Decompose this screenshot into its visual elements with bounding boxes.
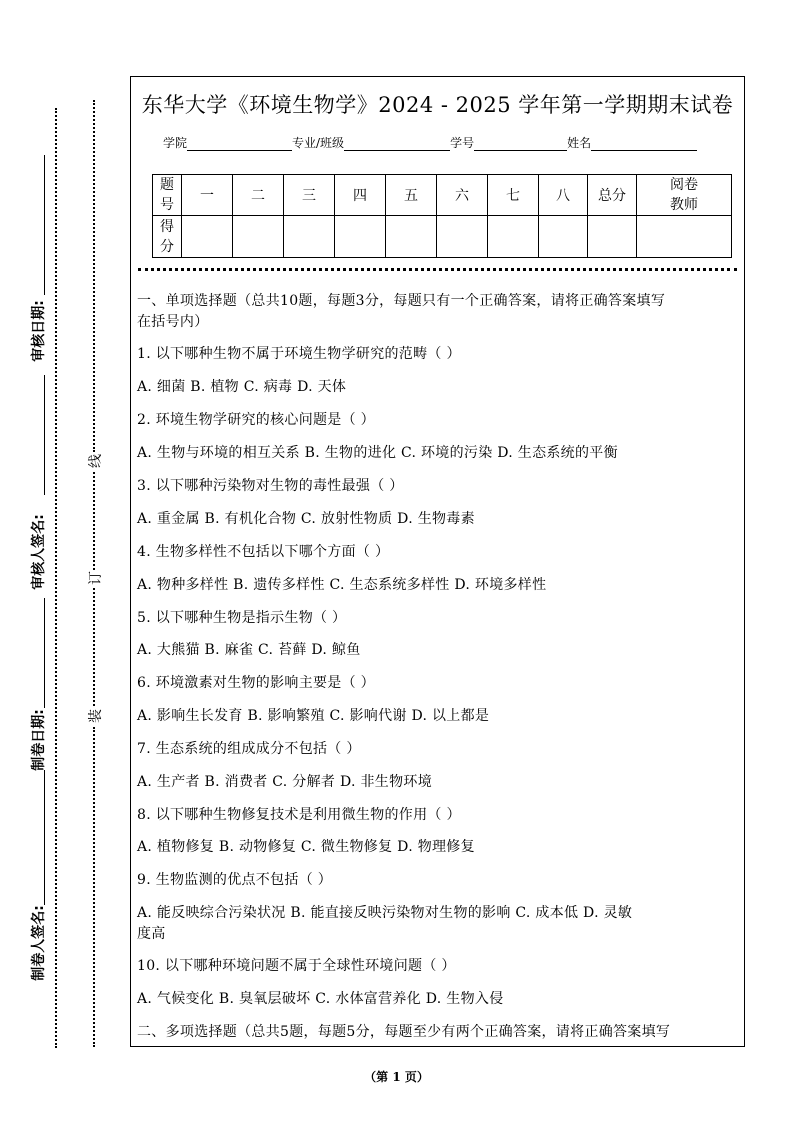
column-header: 六 xyxy=(437,175,488,216)
exam-frame xyxy=(130,76,745,1047)
binding-dotted-line-2 xyxy=(93,472,95,570)
score-cell[interactable] xyxy=(386,216,437,258)
reviewer-signature-label: 审核人签名: xyxy=(31,514,47,590)
review-date-line[interactable] xyxy=(44,155,45,295)
question-4-options: A. 物种多样性 B. 遗传多样性 C. 生态系统多样性 D. 环境多样性 xyxy=(137,577,547,593)
column-header: 二 xyxy=(233,175,284,216)
score-cell[interactable] xyxy=(284,216,335,258)
name-field[interactable] xyxy=(591,138,697,151)
question-8-options: A. 植物修复 B. 动物修复 C. 微生物修复 D. 物理修复 xyxy=(137,839,475,855)
question-2-options: A. 生物与环境的相互关系 B. 生物的进化 C. 环境的污染 D. 生态系统的平衡 xyxy=(137,445,618,461)
question-5: 5. 以下哪种生物是指示生物（ ） xyxy=(137,610,347,626)
question-7-options: A. 生产者 B. 消费者 C. 分解者 D. 非生物环境 xyxy=(137,774,432,790)
major-class-label: 专业/班级 xyxy=(292,136,345,150)
question-5-options: A. 大熊猫 B. 麻雀 C. 苔藓 D. 鲸鱼 xyxy=(137,642,361,658)
score-table xyxy=(152,174,732,258)
exam-maker-signature-label: 制卷人签名: xyxy=(31,905,47,981)
score-row-header: 得 分 xyxy=(153,216,182,258)
section1-heading: 一、单项选择题（总共10题，每题3分，每题只有一个正确答案，请将正确答案填写 在括号内） xyxy=(137,293,666,330)
question-1-options: A. 细菌 B. 植物 C. 病毒 D. 天体 xyxy=(137,379,347,395)
score-cell[interactable] xyxy=(437,216,488,258)
column-header: 五 xyxy=(386,175,437,216)
student-id-field[interactable] xyxy=(474,138,567,151)
section2-heading: 二、多项选择题（总共5题，每题5分，每题至少有两个正确答案，请将正确答案填写 xyxy=(137,1024,671,1040)
question-9: 9. 生物监测的优点不包括（ ） xyxy=(137,872,333,888)
binding-dotted-line-outer xyxy=(55,108,57,1048)
column-header: 三 xyxy=(284,175,335,216)
name-label: 姓名 xyxy=(567,136,592,150)
question-6-options: A. 影响生长发育 B. 影响繁殖 C. 影响代谢 D. 以上都是 xyxy=(137,708,490,724)
binding-dotted-line-1 xyxy=(93,100,95,452)
binding-dotted-line-3 xyxy=(93,588,95,706)
question-6: 6. 环境激素对生物的影响主要是（ ） xyxy=(137,675,375,691)
question-1: 1. 以下哪种生物不属于环境生物学研究的范畴（ ） xyxy=(137,346,461,362)
score-cell[interactable] xyxy=(539,216,588,258)
exam-date-line[interactable] xyxy=(44,598,45,708)
question-3: 3. 以下哪种污染物对生物的毒性最强（ ） xyxy=(137,478,404,494)
college-field[interactable] xyxy=(187,138,292,151)
question-7: 7. 生态系统的组成成分不包括（ ） xyxy=(137,741,361,757)
score-cell[interactable] xyxy=(182,216,233,258)
review-date-label: 审核日期: xyxy=(31,300,47,362)
binding-char-bind: 订 xyxy=(88,571,104,585)
score-cell[interactable] xyxy=(335,216,386,258)
total-score-cell[interactable] xyxy=(588,216,637,258)
major-class-field[interactable] xyxy=(344,138,450,151)
question-9-options: A. 能反映综合污染状况 B. 能直接反映污染物对生物的影响 C. 成本低 D. 灵敏 度高 xyxy=(137,905,633,942)
binding-dotted-line-4 xyxy=(93,727,95,1047)
score-cell[interactable] xyxy=(233,216,284,258)
exam-maker-signature-line[interactable] xyxy=(44,770,45,905)
question-10: 10. 以下哪种环境问题不属于全球性环境问题（ ） xyxy=(137,958,456,974)
question-8: 8. 以下哪种生物修复技术是利用微生物的作用（ ） xyxy=(137,807,461,823)
question-10-options: A. 气候变化 B. 臭氧层破坏 C. 水体富营养化 D. 生物入侵 xyxy=(137,991,504,1007)
column-header: 一 xyxy=(182,175,233,216)
reviewer-cell[interactable] xyxy=(637,216,732,258)
score-cell[interactable] xyxy=(488,216,539,258)
column-header: 七 xyxy=(488,175,539,216)
reviewer-header: 阅卷 教师 xyxy=(637,175,732,216)
binding-char-mount: 装 xyxy=(88,709,104,723)
reviewer-signature-line[interactable] xyxy=(44,375,45,495)
binding-char-line: 线 xyxy=(88,454,104,468)
column-header: 八 xyxy=(539,175,588,216)
dotted-separator xyxy=(138,268,737,271)
student-id-label: 学号 xyxy=(450,136,475,150)
total-score-header: 总分 xyxy=(588,175,637,216)
question-4: 4. 生物多样性不包括以下哪个方面（ ） xyxy=(137,544,390,560)
column-header: 四 xyxy=(335,175,386,216)
page-number: （第 1 页） xyxy=(364,1070,429,1084)
student-info-row xyxy=(163,134,697,151)
question-2: 2. 环境生物学研究的核心问题是（ ） xyxy=(137,412,375,428)
question-number-header: 题 号 xyxy=(153,175,182,216)
exam-date-label: 制卷日期: xyxy=(31,709,47,771)
college-label: 学院 xyxy=(163,136,188,150)
exam-title: 东华大学《环境生物学》2024 - 2025 学年第一学期期末试卷 xyxy=(141,93,734,117)
question-3-options: A. 重金属 B. 有机化合物 C. 放射性物质 D. 生物毒素 xyxy=(137,511,475,527)
